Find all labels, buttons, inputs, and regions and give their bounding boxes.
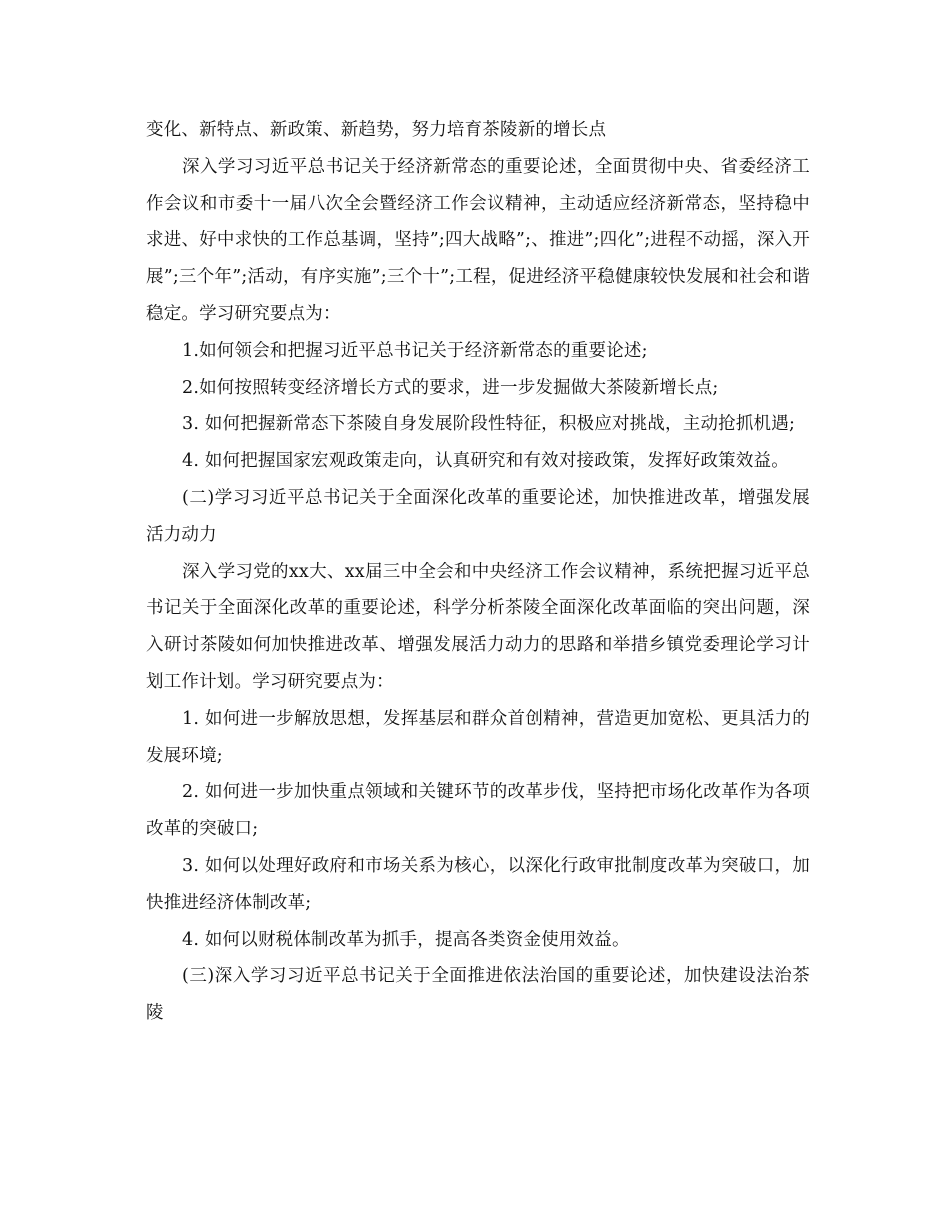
paragraph-continuation: 变化、新特点、新政策、新趋势，努力培育茶陵新的增长点 <box>146 120 607 140</box>
paragraph-reform-intro: 深入学习党的xx大、xx届三中全会和中央经济工作会议精神，系统把握习近平总书记关于全面深化改革的重要论述，科学分析茶陵全面深化改革面临的突出问题，深入研讨茶陵如何加快推进改革、增强发展活力动力的思路和举措乡镇党委理论学习计划工作计划。学习研究要点为： <box>146 561 810 692</box>
list-item-1: 1. 如何进一步解放思想，发挥基层和群众首创精神，营造更加宽松、更具活力的发展环境; <box>146 708 810 766</box>
paragraph-economy-intro: 深入学习习近平总书记关于经济新常态的重要论述，全面贯彻中央、省委经济工作会议和市委十一届八次全会暨经济工作会议精神，主动适应经济新常态，坚持稳中求进、好中求快的工作总基调，坚持”;四大战略”;、推进”;四化”;进程不动摇，深入开展”;三个年”;活动，有序实施”;三个十”;工程，促进经济平稳健康较快发展和社会和谐稳定。学习研究要点为： <box>146 156 810 324</box>
section-heading-3: (三)深入学习习近平总书记关于全面推进依法治国的重要论述，加快建设法治茶陵 <box>146 966 810 1024</box>
list-item-4: 4. 如何以财税体制改革为抓手，提高各类资金使用效益。 <box>182 929 630 950</box>
list-item-3: 3. 如何以处理好政府和市场关系为核心，以深化行政审批制度改革为突破口，加快推进经济体制改革; <box>146 855 810 913</box>
document-body <box>146 112 810 1032</box>
section-heading-2: (二)学习习近平总书记关于全面深化改革的重要论述，加快推进改革，增强发展活力动力 <box>146 487 810 545</box>
list-item-2: 2. 如何进一步加快重点领域和关键环节的改革步伐，坚持把市场化改革作为各项改革的突破口; <box>146 782 810 840</box>
list-item-4: 4. 如何把握国家宏观政策走向，认真研究和有效对接政策，发挥好政策效益。 <box>182 451 789 472</box>
list-item-2: 2.如何按照转变经济增长方式的要求，进一步发掘做大茶陵新增长点; <box>182 377 719 398</box>
list-item-3: 3. 如何把握新常态下茶陵自身发展阶段性特征，积极应对挑战，主动抢抓机遇; <box>182 414 796 435</box>
list-item-1: 1.如何领会和把握习近平总书记关于经济新常态的重要论述; <box>182 340 648 361</box>
